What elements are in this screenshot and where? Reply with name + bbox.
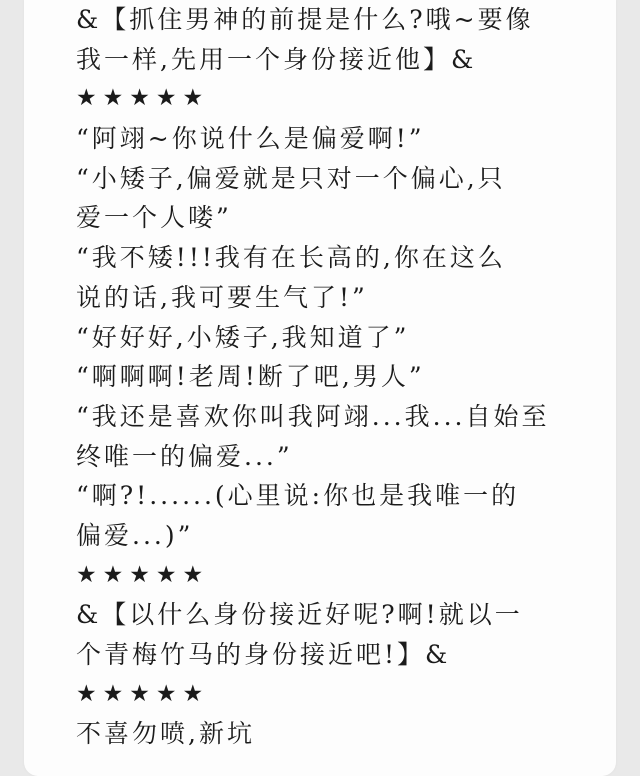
dialogue-line: “我不矮!!!我有在长高的,你在这么 xyxy=(76,243,506,273)
text-line: &【以什么身份接近好呢?啊!就以一 xyxy=(76,600,523,630)
text-line: &【抓住男神的前提是什么?哦~要像 xyxy=(76,5,534,34)
dialogue-line: “阿翊~你说什么是偏爱啊!” xyxy=(76,124,425,154)
dialogue-line: 说的话,我可要生气了!” xyxy=(76,282,368,312)
text-line: 个青梅竹马的身份接近吧!】& xyxy=(76,640,451,669)
star-divider: ★★★★★ xyxy=(76,85,210,112)
dialogue-line: “小矮子,偏爱就是只对一个偏心,只 xyxy=(76,163,506,193)
text-line: 我一样,先用一个身份接近他】& xyxy=(76,44,477,74)
star-divider: ★★★★★ xyxy=(76,680,210,707)
dialogue-line: “啊?!......(心里说:你也是我唯一的 xyxy=(76,481,520,511)
dialogue-line: “我还是喜欢你叫我阿翊...我...自始至 xyxy=(76,401,550,431)
star-divider: ★★★★★ xyxy=(76,561,210,588)
dialogue-line: “好好好,小矮子,我知道了” xyxy=(76,322,410,352)
dialogue-line: 偏爱...)” xyxy=(76,520,194,550)
text-line: 不喜勿喷,新坑 xyxy=(76,719,255,749)
dialogue-line: “啊啊啊!老周!断了吧,男人” xyxy=(76,362,425,392)
dialogue-line: 终唯一的偏爱...” xyxy=(76,441,293,471)
story-text xyxy=(76,0,576,754)
dialogue-line: 爱一个人喽” xyxy=(76,203,232,233)
